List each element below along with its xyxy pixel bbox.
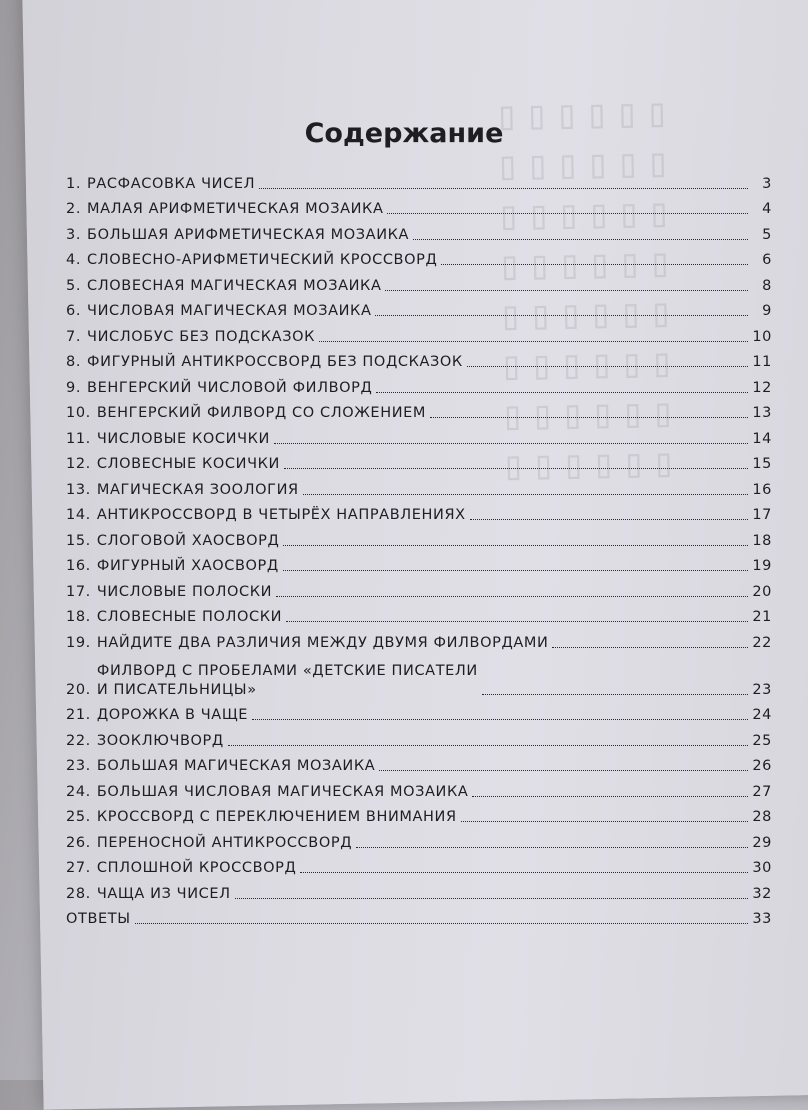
toc-entry-title: АНТИКРОССВОРД В ЧЕТЫРЁХ НАПРАВЛЕНИЯХ bbox=[96, 507, 466, 523]
toc-entry-title: ЧАЩА ИЗ ЧИСЕЛ bbox=[96, 885, 231, 902]
toc-entry-page: 20 bbox=[752, 583, 772, 600]
toc-entry-title: СЛОВЕСНАЯ МАГИЧЕСКАЯ МОЗАИКА bbox=[87, 277, 382, 294]
toc-entry-number: 7. bbox=[66, 328, 82, 345]
toc-entry-title: БОЛЬШАЯ ЧИСЛОВАЯ МАГИЧЕСКАЯ МОЗАИКА bbox=[96, 783, 469, 800]
toc-entry-page: 23 bbox=[752, 681, 772, 698]
toc-entry-page: 13 bbox=[752, 405, 772, 421]
toc-entry-number: 23. bbox=[66, 758, 91, 774]
toc-entry-number: 2. bbox=[66, 201, 82, 217]
toc-entry-page: 9 bbox=[762, 303, 772, 319]
dot-leader bbox=[283, 570, 748, 571]
toc-entry-title: СЛОВЕСНЫЕ КОСИЧКИ bbox=[96, 456, 280, 472]
toc-entry bbox=[66, 827, 772, 853]
toc-entry-page: 25 bbox=[752, 732, 772, 749]
toc-entry-title: ЧИСЛОБУС БЕЗ ПОДСКАЗОК bbox=[87, 328, 315, 345]
toc-entry bbox=[66, 398, 772, 424]
toc-entry-page: 10 bbox=[752, 328, 772, 345]
dot-leader bbox=[276, 596, 748, 597]
toc-entry-title: ПЕРЕНОСНОЙ АНТИКРОССВОРД bbox=[96, 834, 353, 851]
toc-entry-number: 24. bbox=[66, 783, 91, 800]
toc-entry-number: 22. bbox=[66, 732, 91, 749]
dot-leader bbox=[235, 898, 748, 899]
toc-entry-page: 26 bbox=[752, 758, 772, 774]
dot-leader bbox=[552, 647, 748, 648]
toc-entry-title: СЛОВЕСНО-АРИФМЕТИЧЕСКИЙ КРОССВОРД bbox=[87, 252, 438, 268]
toc-entry bbox=[66, 500, 772, 526]
dot-leader bbox=[385, 290, 748, 291]
toc-entry-number: 12. bbox=[66, 456, 91, 472]
toc-entry-page: 24 bbox=[752, 707, 772, 723]
toc-entry-title: БОЛЬШАЯ АРИФМЕТИЧЕСКАЯ МОЗАИКА bbox=[87, 226, 410, 243]
toc-entry-number: 20. bbox=[66, 681, 91, 698]
toc-entry-page: 12 bbox=[752, 379, 772, 396]
toc-entry-number: 8. bbox=[66, 354, 82, 370]
toc-entry-number: 9. bbox=[66, 379, 82, 396]
toc-entry-page: 11 bbox=[752, 354, 772, 370]
toc-entry-title: СПЛОШНОЙ КРОССВОРД bbox=[96, 860, 297, 876]
dot-leader bbox=[376, 392, 748, 393]
toc-entry-title: ЧИСЛОВЫЕ ПОЛОСКИ bbox=[96, 583, 273, 600]
toc-entry-title: ЧИСЛОВЫЕ КОСИЧКИ bbox=[96, 430, 270, 447]
page-title: Содержание bbox=[304, 118, 504, 149]
toc-entry-page: 22 bbox=[752, 634, 772, 651]
toc-entry-number: 14. bbox=[66, 507, 91, 523]
toc-entry-page: 5 bbox=[762, 226, 772, 243]
table-of-contents bbox=[66, 168, 772, 929]
toc-entry-title: МАЛАЯ АРИФМЕТИЧЕСКАЯ МОЗАИКА bbox=[87, 201, 384, 217]
toc-entry-number: 19. bbox=[66, 634, 91, 651]
dot-leader bbox=[228, 745, 748, 746]
toc-entry-page: 27 bbox=[752, 783, 772, 800]
toc-entry-page: 30 bbox=[752, 860, 772, 876]
toc-entry-page: 6 bbox=[762, 252, 772, 268]
toc-entry bbox=[66, 194, 772, 220]
dot-leader bbox=[284, 468, 748, 469]
toc-entry-number: 28. bbox=[66, 885, 91, 902]
bleed-through-text: ▯▯▯▯▯▯ ▯▯▯▯▯▯ ▯▯▯▯▯▯ ▯▯▯▯▯▯ ▯▯▯▯▯▯ ▯▯▯▯▯▯ ▯▯▯▯▯▯ ▯▯▯▯▯▯ bbox=[494, 89, 683, 489]
toc-entry-number: 27. bbox=[66, 860, 91, 876]
toc-entry-page: 19 bbox=[752, 558, 772, 574]
toc-entry-page: 15 bbox=[752, 456, 772, 472]
toc-entry-page: 14 bbox=[752, 430, 772, 447]
toc-entry-number: 25. bbox=[66, 809, 91, 825]
toc-entry-title: БОЛЬШАЯ МАГИЧЕСКАЯ МОЗАИКА bbox=[96, 758, 376, 774]
toc-entry bbox=[66, 474, 772, 500]
toc-entry-page: 32 bbox=[752, 885, 772, 902]
toc-entry bbox=[66, 551, 772, 577]
toc-entry bbox=[66, 168, 772, 194]
toc-entry-page: 3 bbox=[762, 175, 772, 192]
dot-leader bbox=[467, 366, 748, 367]
toc-entry-title: ЧИСЛОВАЯ МАГИЧЕСКАЯ МОЗАИКА bbox=[87, 303, 372, 319]
toc-entry bbox=[66, 725, 772, 751]
dot-leader bbox=[303, 494, 748, 495]
toc-entry-page: 33 bbox=[752, 911, 772, 927]
dot-leader bbox=[472, 796, 748, 797]
toc-entry bbox=[66, 372, 772, 398]
toc-entry-title: ФИЛВОРД С ПРОБЕЛАМИ «ДЕТСКИЕ ПИСАТЕЛИ И ПИСАТЕЛЬНИЦЫ» bbox=[96, 662, 478, 698]
toc-entry-page: 21 bbox=[752, 609, 772, 625]
toc-entry bbox=[66, 751, 772, 777]
toc-entry-title: ВЕНГЕРСКИЙ ФИЛВОРД СО СЛОЖЕНИЕМ bbox=[96, 405, 427, 421]
toc-entry bbox=[66, 449, 772, 475]
dot-leader bbox=[470, 519, 748, 520]
toc-entry-title: СЛОВЕСНЫЕ ПОЛОСКИ bbox=[96, 609, 283, 625]
toc-entry bbox=[66, 802, 772, 828]
toc-entry bbox=[66, 776, 772, 802]
toc-entry-page: 8 bbox=[762, 277, 772, 294]
dot-leader bbox=[375, 315, 748, 316]
dot-leader bbox=[283, 545, 748, 546]
toc-entry bbox=[66, 525, 772, 551]
toc-entry bbox=[66, 270, 772, 296]
toc-entry-page: 18 bbox=[752, 532, 772, 549]
toc-entry bbox=[66, 627, 772, 653]
toc-entry-number: 15. bbox=[66, 532, 91, 549]
dot-leader bbox=[482, 694, 748, 695]
dot-leader bbox=[259, 188, 748, 189]
toc-entry-title: ДОРОЖКА В ЧАЩЕ bbox=[96, 707, 249, 723]
toc-entry-number: 16. bbox=[66, 558, 91, 574]
toc-entry-number: 17. bbox=[66, 583, 91, 600]
dot-leader bbox=[387, 213, 748, 214]
toc-entry-title: ФИГУРНЫЙ АНТИКРОССВОРД БЕЗ ПОДСКАЗОК bbox=[87, 354, 463, 370]
toc-entry-number: 26. bbox=[66, 834, 91, 851]
toc-entry-number: 10. bbox=[66, 405, 91, 421]
toc-entry-title: ФИГУРНЫЙ ХАОСВОРД bbox=[96, 558, 279, 574]
toc-entry-number: 3. bbox=[66, 226, 82, 243]
toc-entry bbox=[66, 347, 772, 373]
dot-leader bbox=[319, 341, 748, 342]
toc-entry-page: 4 bbox=[762, 201, 772, 217]
toc-entry bbox=[66, 653, 772, 700]
toc-entry bbox=[66, 700, 772, 726]
dot-leader bbox=[135, 923, 748, 924]
dot-leader bbox=[252, 719, 748, 720]
toc-entry bbox=[66, 602, 772, 628]
toc-entry-number: 18. bbox=[66, 609, 91, 625]
toc-entry bbox=[66, 296, 772, 322]
toc-entry-number: 6. bbox=[66, 303, 82, 319]
toc-entry-number: 4. bbox=[66, 252, 82, 268]
toc-entry-number: 21. bbox=[66, 707, 91, 723]
toc-entry-title: СЛОГОВОЙ ХАОСВОРД bbox=[96, 532, 280, 549]
toc-entry-page: 28 bbox=[752, 809, 772, 825]
toc-entry bbox=[66, 423, 772, 449]
toc-entry-title: ЗООКЛЮЧВОРД bbox=[96, 732, 224, 749]
dot-leader bbox=[441, 264, 748, 265]
dot-leader bbox=[461, 821, 748, 822]
toc-entry-page: 29 bbox=[752, 834, 772, 851]
toc-entry bbox=[66, 576, 772, 602]
toc-entry bbox=[66, 219, 772, 245]
toc-entry-title: ОТВЕТЫ bbox=[66, 911, 131, 927]
toc-entry bbox=[66, 321, 772, 347]
toc-entry bbox=[66, 904, 772, 930]
toc-entry-title: МАГИЧЕСКАЯ ЗООЛОГИЯ bbox=[96, 481, 299, 498]
toc-entry-page: 16 bbox=[752, 481, 772, 498]
dot-leader bbox=[300, 872, 748, 873]
toc-entry bbox=[66, 853, 772, 879]
toc-entry-number: 13. bbox=[66, 481, 91, 498]
dot-leader bbox=[286, 621, 748, 622]
dot-leader bbox=[413, 239, 748, 240]
toc-entry-number: 11. bbox=[66, 430, 91, 447]
dot-leader bbox=[430, 417, 748, 418]
toc-entry bbox=[66, 878, 772, 904]
dot-leader bbox=[356, 847, 748, 848]
dot-leader bbox=[379, 770, 748, 771]
toc-entry-title: КРОССВОРД С ПЕРЕКЛЮЧЕНИЕМ ВНИМАНИЯ bbox=[96, 809, 457, 825]
toc-entry-title: РАСФАСОВКА ЧИСЕЛ bbox=[87, 175, 256, 192]
dot-leader bbox=[274, 443, 748, 444]
toc-entry-page: 17 bbox=[752, 507, 772, 523]
toc-entry-number: 5. bbox=[66, 277, 82, 294]
toc-entry-number: 1. bbox=[66, 175, 82, 192]
toc-entry-title: НАЙДИТЕ ДВА РАЗЛИЧИЯ МЕЖДУ ДВУМЯ ФИЛВОРДАМИ bbox=[96, 634, 549, 651]
toc-entry-title: ВЕНГЕРСКИЙ ЧИСЛОВОЙ ФИЛВОРД bbox=[87, 379, 373, 396]
toc-entry bbox=[66, 245, 772, 271]
